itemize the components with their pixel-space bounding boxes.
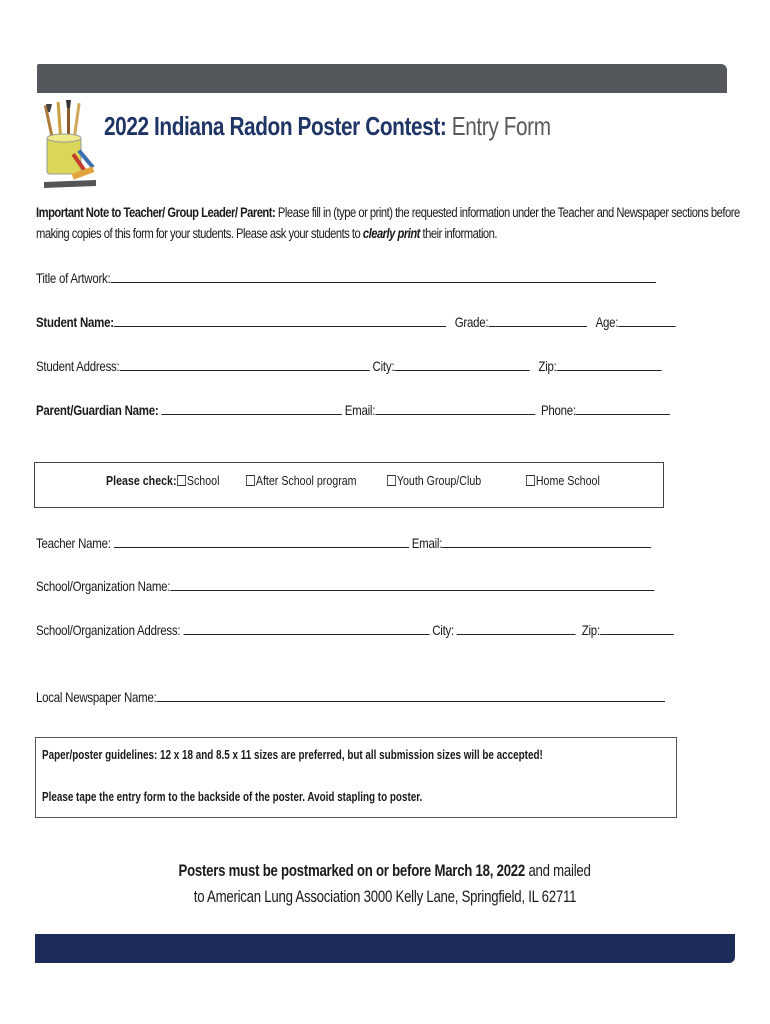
page-title [104,110,662,142]
phone-field[interactable] [576,402,670,415]
teacher-email-label: Email: [411,535,443,551]
teacher-row [36,534,651,552]
school-name-row [36,577,654,595]
title-main: 2022 Indiana Radon Poster Contest: [104,111,447,141]
title-sub: Entry Form [451,111,551,141]
student-address-label: Student Address: [36,358,120,374]
teacher-name-field[interactable] [114,535,409,548]
student-address-field[interactable] [119,358,369,371]
checkbox-school[interactable] [177,475,186,486]
option-youth-group-label: Youth Group/Club [396,473,482,488]
art-supplies-cup-icon [38,100,98,190]
school-zip-label: Zip: [581,622,600,638]
guidelines-line-1: Paper/poster guidelines: 12 x 18 and 8.5 x 11 sizes are preferred, but all submission sizes will be accepted! [42,747,543,762]
option-after-school[interactable] [246,473,357,488]
student-name-label: Student Name: [36,314,114,330]
header-bar [37,64,727,93]
school-city-field[interactable] [457,622,576,635]
age-label: Age: [595,314,619,330]
newspaper-field[interactable] [157,689,665,702]
checkbox-after-school[interactable] [246,475,255,486]
artwork-title-field[interactable] [111,270,656,283]
parent-name-field[interactable] [161,402,341,415]
grade-label: Grade: [454,314,489,330]
email-label: Email: [344,402,376,418]
student-name-row [36,313,676,331]
option-youth-group[interactable] [387,473,481,488]
zip-field[interactable] [557,358,662,371]
student-address-row [36,357,662,375]
note-lead: Important Note to Teacher/ Group Leader/ Parent: [36,205,276,220]
age-field[interactable] [618,314,675,327]
deadline-bold: Posters must be postmarked on or before March 18, 2022 [178,862,526,880]
school-name-field[interactable] [170,578,654,591]
school-city-label: City: [432,622,454,638]
parent-row [36,401,670,419]
guidelines-line-2: Please tape the entry form to the backside of the poster. Avoid stapling to poster. [42,789,423,804]
newspaper-label: Local Newspaper Name: [36,689,157,705]
city-field[interactable] [394,358,529,371]
school-address-row [36,621,674,639]
email-field[interactable] [375,402,535,415]
newspaper-row [36,688,665,706]
checkbox-youth-group[interactable] [387,475,396,486]
parent-name-label: Parent/Guardian Name: [36,402,159,418]
zip-label: Zip: [538,358,557,374]
teacher-email-field[interactable] [442,535,651,548]
please-check-label: Please check: [106,473,177,488]
deadline-rest: and mailed [525,862,592,880]
school-zip-field[interactable] [600,622,674,635]
option-after-school-label: After School program [255,473,357,488]
mailing-address-line [0,888,770,907]
mailing-address: to American Lung Association 3000 Kelly Lane, Springfield, IL 62711 [193,888,577,906]
teacher-name-label: Teacher Name: [36,535,111,551]
option-school[interactable] [177,473,219,488]
artwork-title-row [36,269,656,287]
city-label: City: [372,358,395,374]
student-name-field[interactable] [114,314,446,327]
phone-label: Phone: [540,402,576,418]
school-name-label: School/Organization Name: [36,578,171,594]
note-emphasis: clearly print [362,226,420,241]
school-address-label: School/Organization Address: [36,622,181,638]
option-school-label: School [186,473,220,488]
school-address-field[interactable] [183,622,429,635]
important-note [36,202,758,244]
grade-field[interactable] [488,314,586,327]
option-home-school[interactable] [526,473,600,488]
footer-bar [35,934,735,963]
option-home-school-label: Home School [535,473,600,488]
note-text-1: Please fill in (type or print) the requested information under the Teacher and Newspaper sections before making copies of this form for your students. Please ask your students to [36,205,740,241]
artwork-title-label: Title of Artwork: [36,270,111,286]
note-text-2: their information. [419,226,498,241]
deadline-line [0,862,770,881]
checkbox-home-school[interactable] [526,475,535,486]
